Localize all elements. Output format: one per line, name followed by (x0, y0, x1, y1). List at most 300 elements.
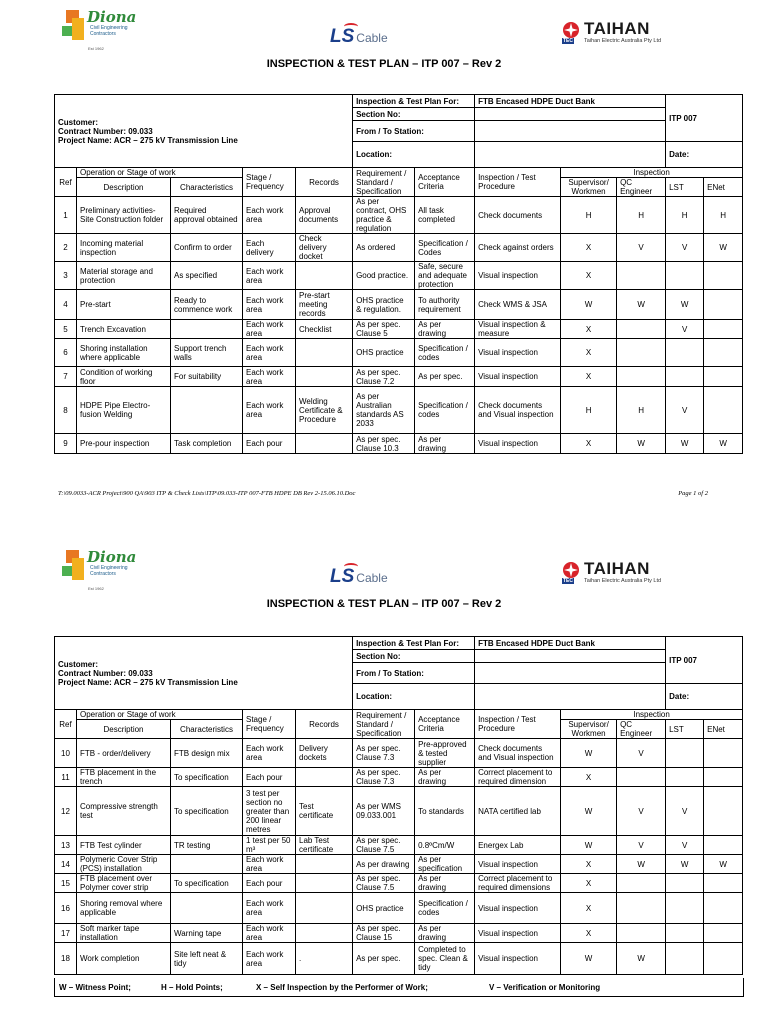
cell-qc: V (617, 836, 666, 855)
cell-procedure: Visual inspection & measure (475, 320, 561, 339)
cell-requirement: As per spec. Clause 7.3 (353, 739, 415, 768)
location-label: Location: (353, 684, 475, 710)
file-path: T:\09.0033-ACR Project\900 QA\903 ITP & Check Lists\ITP\09.033-ITP 007-FTB HDPE DB Rev 2-15.06.10.Doc (58, 490, 356, 497)
cell-ref: 5 (55, 320, 77, 339)
cell-characteristics: To specification (171, 768, 243, 787)
cell-requirement: As per spec. (353, 943, 415, 975)
cell-description: FTB placement in the trench (77, 768, 171, 787)
cell-qc (617, 893, 666, 924)
section-value (475, 650, 666, 663)
page-title: INSPECTION & TEST PLAN – ITP 007 – Rev 2 (266, 58, 502, 70)
cell-requirement: As ordered (353, 234, 415, 262)
col-stage: Stage / Frequency (243, 168, 296, 197)
col-stage: Stage / Frequency (243, 710, 296, 739)
customer-line: Customer: (58, 659, 99, 669)
page-title: INSPECTION & TEST PLAN – ITP 007 – Rev 2 (266, 598, 502, 610)
cell-description: Pre-pour inspection (77, 434, 171, 454)
cell-qc (617, 874, 666, 893)
cell-stage: Each work area (243, 290, 296, 320)
cell-ref: 3 (55, 262, 77, 290)
col-enet: ENet (704, 178, 743, 197)
cell-enet (704, 787, 743, 836)
cell-qc (617, 339, 666, 367)
cell-lst (666, 874, 704, 893)
col-procedure: Inspection / Test Procedure (475, 168, 561, 197)
cell-qc: W (617, 943, 666, 975)
table-row (55, 367, 743, 387)
cell-lst (666, 367, 704, 387)
cell-supervisor: X (561, 320, 617, 339)
cell-qc (617, 924, 666, 943)
cell-records: Delivery dockets (296, 739, 353, 768)
cell-acceptance: Safe, secure and adequate protection (415, 262, 475, 290)
cell-requirement: As per WMS 09.033.001 (353, 787, 415, 836)
cell-characteristics: Confirm to order (171, 234, 243, 262)
cell-requirement: OHS practice (353, 893, 415, 924)
cell-procedure: Check documents and Visual inspection (475, 387, 561, 434)
cell-qc: W (617, 434, 666, 454)
from-to-label: From / To Station: (353, 121, 475, 142)
cell-supervisor: H (561, 387, 617, 434)
table-row (55, 943, 743, 975)
cell-requirement: As per spec. Clause 7.2 (353, 367, 415, 387)
cell-enet (704, 943, 743, 975)
cell-ref: 13 (55, 836, 77, 855)
cell-records: . (296, 943, 353, 975)
cell-records (296, 262, 353, 290)
location-label: Location: (353, 142, 475, 168)
cell-ref: 10 (55, 739, 77, 768)
cell-acceptance: Pre-approved & tested supplier (415, 739, 475, 768)
location-value (475, 684, 666, 710)
date-label: Date: (666, 684, 743, 710)
cell-qc: H (617, 197, 666, 234)
cell-qc: V (617, 234, 666, 262)
col-operation: Operation or Stage of work (77, 710, 243, 720)
cell-supervisor: W (561, 739, 617, 768)
cell-description: Shoring installation where applicable (77, 339, 171, 367)
cell-supervisor: X (561, 262, 617, 290)
cell-characteristics: Support trench walls (171, 339, 243, 367)
logo-bar (0, 0, 768, 51)
col-acceptance: Acceptance Criteria (415, 710, 475, 739)
cell-lst: V (666, 234, 704, 262)
itp-table (54, 94, 743, 454)
cell-acceptance: Specification / codes (415, 339, 475, 367)
cell-requirement: As per spec. Clause 7.5 (353, 836, 415, 855)
cell-acceptance: As per drawing (415, 874, 475, 893)
cell-enet (704, 290, 743, 320)
cell-ref: 17 (55, 924, 77, 943)
cell-lst (666, 943, 704, 975)
table-row (55, 197, 743, 234)
cell-procedure: NATA certified lab (475, 787, 561, 836)
cell-lst (666, 893, 704, 924)
cell-lst (666, 339, 704, 367)
table-row (55, 739, 743, 768)
cell-enet (704, 739, 743, 768)
cell-qc: W (617, 855, 666, 874)
cell-characteristics: For suitability (171, 367, 243, 387)
ls-cable-logo: LS Cable (330, 566, 388, 588)
logo-bar (0, 540, 768, 591)
cell-ref: 4 (55, 290, 77, 320)
cell-description: Preliminary activities- Site Construction folder (77, 197, 171, 234)
cell-characteristics: Warning tape (171, 924, 243, 943)
cell-lst: W (666, 855, 704, 874)
cell-description: Trench Excavation (77, 320, 171, 339)
cell-enet (704, 367, 743, 387)
cell-characteristics: TR testing (171, 836, 243, 855)
col-ref: Ref (55, 710, 77, 739)
ls-cable-logo: LS Cable (330, 26, 388, 48)
diona-logo: Diona Civil Engineering Contractors Est 1962 (62, 8, 154, 48)
cell-qc: H (617, 387, 666, 434)
table-row (55, 855, 743, 874)
cell-characteristics: FTB design mix (171, 739, 243, 768)
legend-hold: H – Hold Points; (161, 983, 223, 992)
cell-description: HDPE Pipe Electro-fusion Welding (77, 387, 171, 434)
cell-lst: V (666, 320, 704, 339)
legend (54, 978, 744, 997)
cell-stage: Each pour (243, 434, 296, 454)
cell-acceptance: As per specification (415, 855, 475, 874)
cell-supervisor: X (561, 768, 617, 787)
cell-acceptance: Specification / codes (415, 893, 475, 924)
cell-lst: W (666, 290, 704, 320)
cell-requirement: As per spec. Clause 7.5 (353, 874, 415, 893)
col-description: Description (77, 720, 171, 739)
cell-records: Approval documents (296, 197, 353, 234)
cell-stage: Each work area (243, 739, 296, 768)
cell-lst: W (666, 434, 704, 454)
col-acceptance: Acceptance Criteria (415, 168, 475, 197)
cell-ref: 11 (55, 768, 77, 787)
cell-acceptance: As per drawing (415, 320, 475, 339)
cell-requirement: Good practice. (353, 262, 415, 290)
cell-procedure: Visual inspection (475, 367, 561, 387)
cell-lst (666, 262, 704, 290)
table-row (55, 893, 743, 924)
cell-procedure: Correct placement to required dimension (475, 768, 561, 787)
taihan-emblem-icon (562, 21, 580, 39)
cell-description: FTB placement over Polymer cover strip (77, 874, 171, 893)
col-qc-engineer: QC Engineer (617, 720, 666, 739)
cell-stage: Each pour (243, 874, 296, 893)
col-records: Records (296, 168, 353, 197)
from-to-value (475, 663, 666, 684)
cell-requirement: OHS practice (353, 339, 415, 367)
cell-acceptance: Specification / Codes (415, 234, 475, 262)
cell-enet: W (704, 234, 743, 262)
cell-lst (666, 924, 704, 943)
cell-supervisor: W (561, 836, 617, 855)
legend-self-inspection: X – Self Inspection by the Performer of Work; (256, 983, 428, 992)
cell-lst: V (666, 787, 704, 836)
customer-block (55, 95, 353, 168)
cell-characteristics: As specified (171, 262, 243, 290)
cell-records (296, 874, 353, 893)
cell-acceptance: As per drawing (415, 434, 475, 454)
cell-supervisor: W (561, 787, 617, 836)
legend-witness: W – Witness Point; (59, 983, 131, 992)
cell-enet: H (704, 197, 743, 234)
cell-supervisor: X (561, 855, 617, 874)
cell-supervisor: X (561, 924, 617, 943)
page-number: Page 1 of 2 (678, 490, 708, 497)
cell-qc (617, 768, 666, 787)
cell-requirement: OHS practice & regulation. (353, 290, 415, 320)
cell-requirement: As per drawing (353, 855, 415, 874)
cell-description: Soft marker tape installation (77, 924, 171, 943)
col-records: Records (296, 710, 353, 739)
col-characteristics: Characteristics (171, 720, 243, 739)
cell-enet (704, 893, 743, 924)
cell-characteristics: Ready to commence work (171, 290, 243, 320)
from-to-value (475, 121, 666, 142)
cell-characteristics: To specification (171, 787, 243, 836)
date-label: Date: (666, 142, 743, 168)
cell-lst (666, 739, 704, 768)
table-row (55, 836, 743, 855)
cell-procedure: Check WMS & JSA (475, 290, 561, 320)
cell-procedure: Check documents and Visual inspection (475, 739, 561, 768)
cell-lst: V (666, 387, 704, 434)
cell-records (296, 893, 353, 924)
cell-procedure: Check against orders (475, 234, 561, 262)
cell-acceptance: To standards (415, 787, 475, 836)
legend-verification: V – Verification or Monitoring (489, 983, 601, 992)
cell-supervisor: X (561, 434, 617, 454)
col-ref: Ref (55, 168, 77, 197)
cell-records: Test certificate (296, 787, 353, 836)
cell-acceptance: To authority requirement (415, 290, 475, 320)
cell-stage: Each work area (243, 320, 296, 339)
cell-enet (704, 262, 743, 290)
cell-records (296, 339, 353, 367)
cell-description: FTB - order/delivery (77, 739, 171, 768)
cell-stage: Each work area (243, 262, 296, 290)
itp-number: ITP 007 (666, 637, 743, 684)
cell-lst: V (666, 836, 704, 855)
cell-characteristics: To specification (171, 874, 243, 893)
col-lst: LST (666, 178, 704, 197)
col-description: Description (77, 178, 171, 197)
cell-records (296, 924, 353, 943)
cell-enet (704, 339, 743, 367)
taihan-logo: TAIHAN TEC Taihan Electric Australia Pty Ltd (563, 19, 662, 44)
cell-qc (617, 262, 666, 290)
taihan-emblem-icon (562, 561, 580, 579)
cell-supervisor: W (561, 290, 617, 320)
cell-qc: W (617, 290, 666, 320)
table-row (55, 787, 743, 836)
cell-procedure: Correct placement to required dimensions (475, 874, 561, 893)
cell-lst (666, 768, 704, 787)
cell-description: Material storage and protection (77, 262, 171, 290)
section-label: Section No: (353, 650, 475, 663)
cell-ref: 16 (55, 893, 77, 924)
cell-stage: Each work area (243, 387, 296, 434)
cell-enet (704, 768, 743, 787)
plan-for-label: Inspection & Test Plan For: (353, 95, 475, 108)
project-line: Project Name: ACR – 275 kV Transmission Line (58, 135, 238, 145)
col-supervisor: Supervisor/ Workmen (561, 720, 617, 739)
cell-ref: 2 (55, 234, 77, 262)
cell-enet: W (704, 434, 743, 454)
cell-stage: 1 test per 50 m³ (243, 836, 296, 855)
table-row (55, 234, 743, 262)
cell-description: Condition of working floor (77, 367, 171, 387)
cell-supervisor: X (561, 874, 617, 893)
cell-enet: W (704, 855, 743, 874)
cell-procedure: Check documents (475, 197, 561, 234)
cell-stage: Each work area (243, 855, 296, 874)
cell-ref: 8 (55, 387, 77, 434)
cell-supervisor: X (561, 893, 617, 924)
cell-qc (617, 367, 666, 387)
cell-records: Welding Certificate & Procedure (296, 387, 353, 434)
col-lst: LST (666, 720, 704, 739)
cell-stage: Each work area (243, 924, 296, 943)
cell-records (296, 434, 353, 454)
from-to-label: From / To Station: (353, 663, 475, 684)
cell-enet (704, 874, 743, 893)
cell-stage: Each work area (243, 339, 296, 367)
cell-supervisor: X (561, 367, 617, 387)
cell-records (296, 855, 353, 874)
cell-description: Polymeric Cover Strip (PCS) installation (77, 855, 171, 874)
customer-block (55, 637, 353, 710)
col-characteristics: Characteristics (171, 178, 243, 197)
table-row (55, 262, 743, 290)
cell-records: Pre-start meeting records (296, 290, 353, 320)
col-operation: Operation or Stage of work (77, 168, 243, 178)
cell-supervisor: W (561, 943, 617, 975)
cell-records (296, 768, 353, 787)
table-row (55, 434, 743, 454)
cell-acceptance: As per drawing (415, 768, 475, 787)
cell-procedure: Visual inspection (475, 262, 561, 290)
cell-acceptance: 0.8ºCm/W (415, 836, 475, 855)
cell-requirement: As per spec. Clause 5 (353, 320, 415, 339)
cell-acceptance: Completed to spec. Clean & tidy (415, 943, 475, 975)
cell-characteristics (171, 855, 243, 874)
cell-characteristics: Site left neat & tidy (171, 943, 243, 975)
cell-description: FTB Test cylinder (77, 836, 171, 855)
table-row (55, 387, 743, 434)
project-line: Project Name: ACR – 275 kV Transmission Line (58, 677, 238, 687)
cell-description: Incoming material inspection (77, 234, 171, 262)
cell-description: Shoring removal where applicable (77, 893, 171, 924)
cell-lst: H (666, 197, 704, 234)
plan-for-value: FTB Encased HDPE Duct Bank (475, 95, 666, 108)
cell-characteristics (171, 320, 243, 339)
table-row (55, 320, 743, 339)
cell-enet (704, 387, 743, 434)
cell-procedure: Visual inspection (475, 893, 561, 924)
col-inspection: Inspection (561, 168, 743, 178)
cell-ref: 14 (55, 855, 77, 874)
col-supervisor: Supervisor/ Workmen (561, 178, 617, 197)
cell-description: Compressive strength test (77, 787, 171, 836)
cell-description: Work completion (77, 943, 171, 975)
plan-for-label: Inspection & Test Plan For: (353, 637, 475, 650)
itp-table (54, 636, 743, 975)
cell-stage: Each delivery (243, 234, 296, 262)
col-qc-engineer: QC Engineer (617, 178, 666, 197)
cell-records: Check delivery docket (296, 234, 353, 262)
cell-ref: 7 (55, 367, 77, 387)
taihan-logo: TAIHAN TEC Taihan Electric Australia Pty Ltd (563, 559, 662, 584)
cell-stage: Each work area (243, 367, 296, 387)
cell-requirement: As per spec. Clause 15 (353, 924, 415, 943)
cell-ref: 12 (55, 787, 77, 836)
cell-procedure: Visual inspection (475, 855, 561, 874)
itp-number: ITP 007 (666, 95, 743, 142)
cell-characteristics (171, 387, 243, 434)
cell-procedure: Visual inspection (475, 339, 561, 367)
cell-supervisor: X (561, 234, 617, 262)
cell-requirement: As per Australian standards AS 2033 (353, 387, 415, 434)
cell-acceptance: Specification / codes (415, 387, 475, 434)
cell-characteristics: Required approval obtained (171, 197, 243, 234)
cell-requirement: As per contract, OHS practice & regulation (353, 197, 415, 234)
cell-stage: Each pour (243, 768, 296, 787)
table-row (55, 924, 743, 943)
section-value (475, 108, 666, 121)
cell-ref: 6 (55, 339, 77, 367)
cell-records (296, 367, 353, 387)
table-row (55, 768, 743, 787)
section-label: Section No: (353, 108, 475, 121)
cell-qc (617, 320, 666, 339)
col-enet: ENet (704, 720, 743, 739)
cell-procedure: Energex Lab (475, 836, 561, 855)
cell-ref: 9 (55, 434, 77, 454)
cell-supervisor: H (561, 197, 617, 234)
cell-ref: 18 (55, 943, 77, 975)
cell-characteristics (171, 893, 243, 924)
diona-logo: Diona Civil Engineering Contractors Est 1962 (62, 548, 154, 588)
cell-enet (704, 836, 743, 855)
cell-acceptance: All task completed (415, 197, 475, 234)
cell-stage: Each work area (243, 893, 296, 924)
cell-qc: V (617, 739, 666, 768)
cell-enet (704, 320, 743, 339)
cell-ref: 1 (55, 197, 77, 234)
cell-records: Lab Test certificate (296, 836, 353, 855)
table-row (55, 290, 743, 320)
contract-line: Contract Number: 09.033 (58, 668, 153, 678)
cell-procedure: Visual inspection (475, 924, 561, 943)
customer-line: Customer: (58, 117, 99, 127)
cell-enet (704, 924, 743, 943)
cell-records: Checklist (296, 320, 353, 339)
col-requirement: Requirement / Standard / Specification (353, 710, 415, 739)
cell-characteristics: Task completion (171, 434, 243, 454)
cell-ref: 15 (55, 874, 77, 893)
cell-stage: 3 test per section no greater than 200 linear metres (243, 787, 296, 836)
cell-requirement: As per spec. Clause 10.3 (353, 434, 415, 454)
table-row (55, 339, 743, 367)
cell-requirement: As per spec. Clause 7.3 (353, 768, 415, 787)
col-requirement: Requirement / Standard / Specification (353, 168, 415, 197)
cell-supervisor: X (561, 339, 617, 367)
col-procedure: Inspection / Test Procedure (475, 710, 561, 739)
cell-stage: Each work area (243, 943, 296, 975)
cell-qc: V (617, 787, 666, 836)
